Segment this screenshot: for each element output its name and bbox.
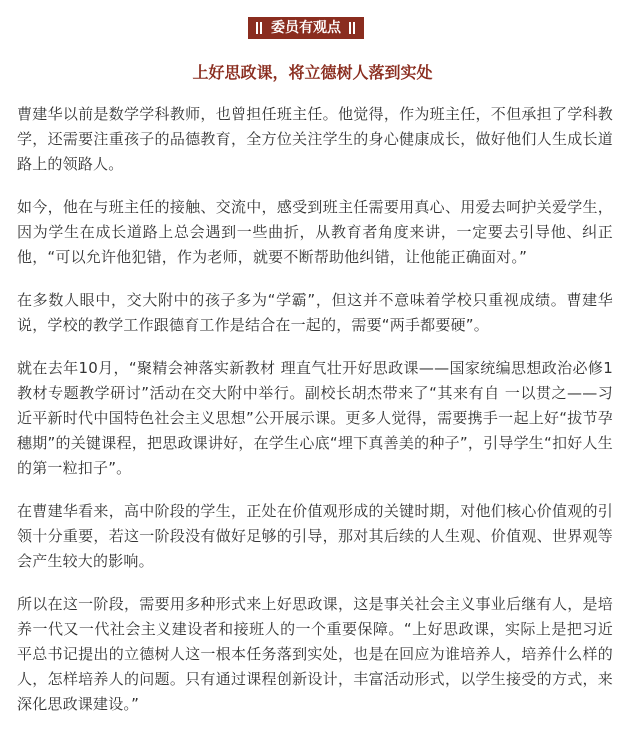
section-badge-label: 委员有观点 — [271, 20, 341, 36]
paragraph: 如今，他在与班主任的接触、交流中，感受到班主任需要用真心、用爱去呵护关爱学生，因为学生在成长道路上总会遇到一些曲折，从教育者角度来讲，一定要去引导他、纠正他，“可以允许他犯错，作为老师，就要不断帮助他纠错，让他能正确面对。” — [17, 198, 613, 266]
article-body — [17, 102, 613, 735]
paragraph: 就在去年10月，“聚精会神落实新教材 理直气壮开好思政课——国家统编思想政治必修1教材专题教学研讨”活动在交大附中举行。副校长胡杰带来了“其来有自 一以贯之——习近平新时代中国特色社会主义思想”公开展示课。更多人觉得，需要携手一起上好“拔节孕穗期”的关键课程，把思政课讲好，在学生心底“埋下真善美的种子”，引导学生“扣好人生的第一粒扣子”。 — [17, 359, 613, 477]
double-bar-icon — [256, 22, 263, 34]
paragraph: 所以在这一阶段，需要用多种形式来上好思政课，这是事关社会主义事业后继有人，是培养一代又一代社会主义建设者和接班人的一个重要保障。“上好思政课，实际上是把习近平总书记提出的立德树人这一根本任务落到实处，也是在回应为谁培养人，培养什么样的人，怎样培养人的问题。只有通过课程创新设计，丰富活动形式，以学生接受的方式，来深化思政课建设。” — [17, 595, 613, 713]
article-title: 上好思政课，将立德树人落到实处 — [192, 63, 433, 82]
paragraph: 在多数人眼中，交大附中的孩子多为“学霸”，但这并不意味着学校只重视成绩。曹建华说，学校的教学工作跟德育工作是结合在一起的，需要“两手都要硬”。 — [17, 291, 613, 334]
paragraph: 曹建华以前是数学学科教师，也曾担任班主任。他觉得，作为班主任，不但承担了学科教学，还需要注重孩子的品德教育，全方位关注学生的身心健康成长，做好他们人生成长道路上的领路人。 — [17, 105, 613, 173]
paragraph: 在曹建华看来，高中阶段的学生，正处在价值观形成的关键时期，对他们核心价值观的引领十分重要，若这一阶段没有做好足够的引导，那对其后续的人生观、价值观、世界观等会产生较大的影响。 — [17, 502, 613, 570]
section-badge — [248, 17, 364, 39]
double-bar-icon — [349, 22, 356, 34]
